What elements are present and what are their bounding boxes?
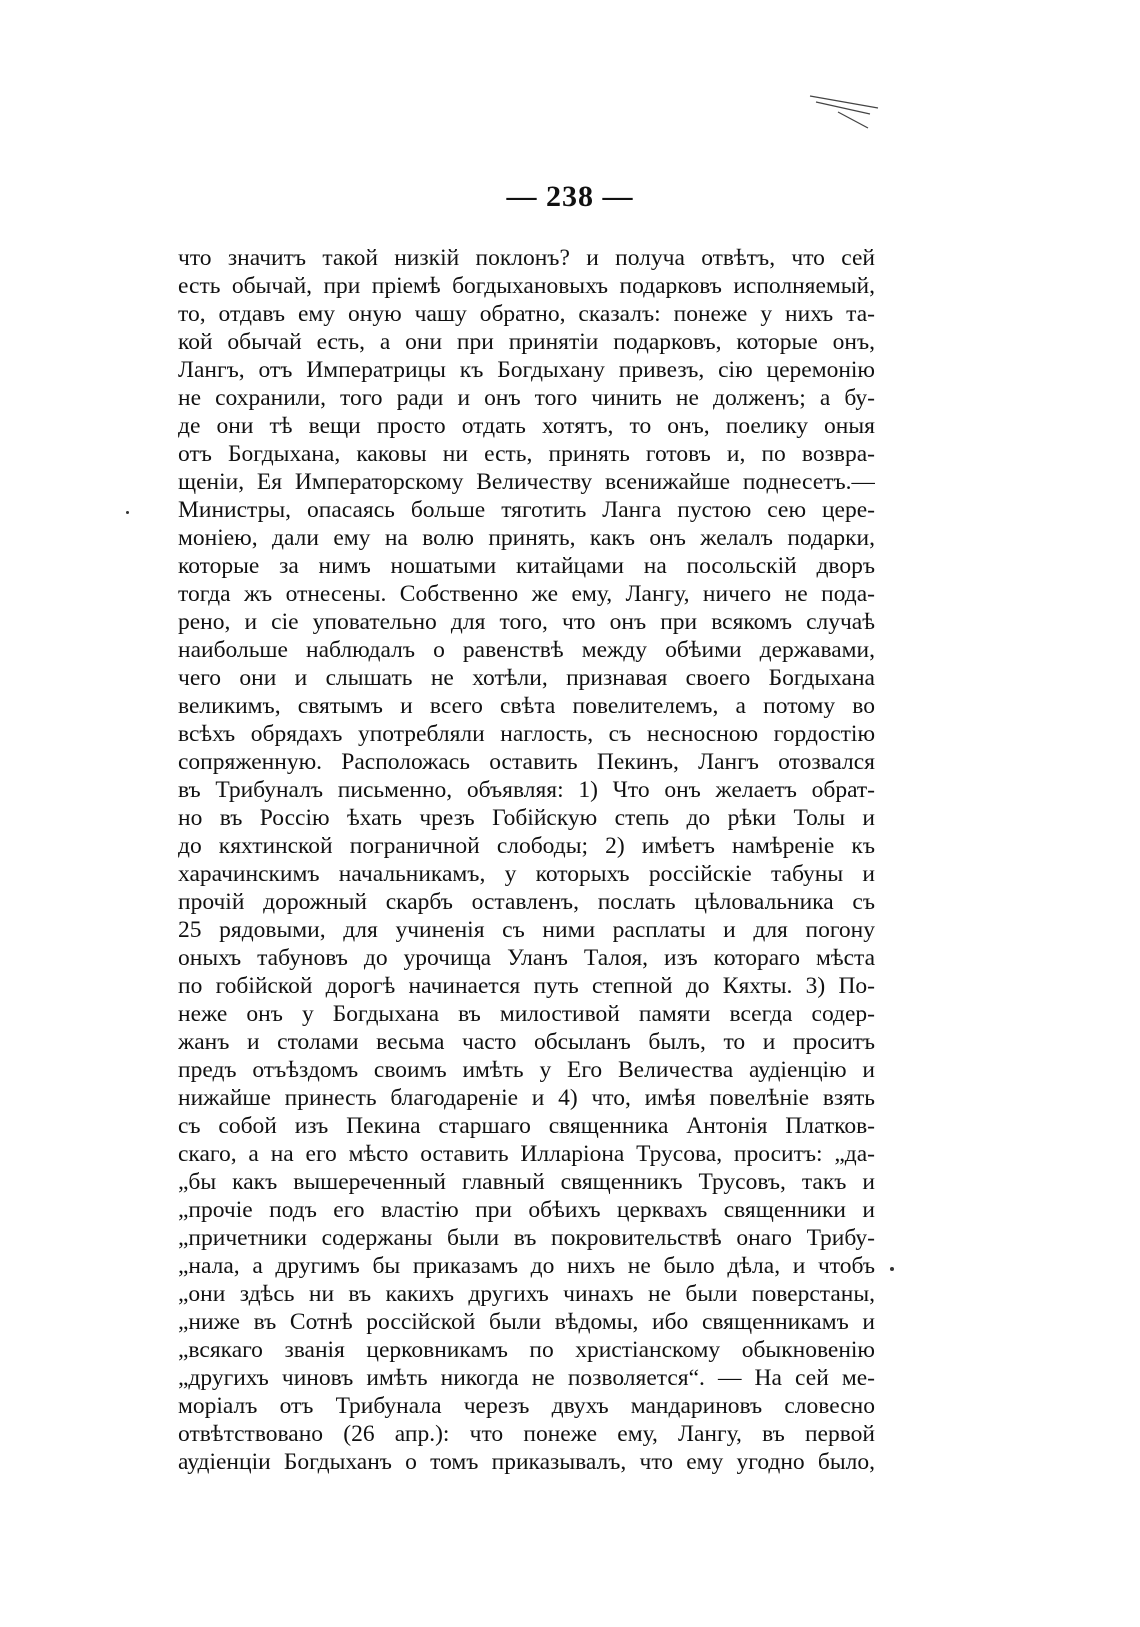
text-line: по гобійской дорогѣ начинается путь степной до Кяхты. 3) По- [178,973,875,999]
text-line: оныхъ табуновъ до урочища Уланъ Талоя, изъ котораго мѣста [178,945,875,971]
text-line: аудіенціи Богдыханъ о томъ приказывалъ, что ему угодно было, [178,1449,875,1475]
text-line: Лангъ, отъ Императрицы къ Богдыхану привезъ, сію церемонію [178,357,875,383]
text-line: до кяхтинской пограничной слободы; 2) имѣетъ намѣреніе къ [178,833,875,859]
text-line: но въ Россію ѣхать чрезъ Гобійскую степь до рѣки Толы и [178,805,875,831]
text-line: великимъ, святымъ и всего свѣта повелителемъ, а потому во [178,693,875,719]
text-line: „они здѣсь ни въ какихъ другихъ чинахъ не были поверстаны, [178,1281,875,1307]
text-line: харачинскимъ начальникамъ, у которыхъ россійскіе табуны и [178,861,875,887]
page-number: — 238 — [506,180,634,213]
text-line: де они тѣ вещи просто отдать хотятъ, то онъ, поелику оныя [178,413,875,439]
text-line: всѣхъ обрядахъ употребляли наглость, съ несносною гордостію [178,721,875,747]
text-line: „другихъ чиновъ имѣть никогда не позволяется“. — На сей ме- [178,1365,875,1391]
text-line: скаго, а на его мѣсто оставить Илларіона Трусова, проситъ: „да- [178,1141,875,1167]
text-line: кой обычай есть, а они при принятіи подарковъ, которые онъ, [178,329,875,355]
text-line: моніею, дали ему на волю принять, какъ онъ желалъ подарки, [178,525,875,551]
text-line: предъ отъѣздомъ своимъ имѣть у Его Величества аудіенцію и [178,1057,875,1083]
text-line: „нала, а другимъ бы приказамъ до нихъ не было дѣла, и чтобъ [178,1253,875,1279]
text-line: сопряженную. Расположась оставить Пекинъ, Лангъ отозвался [178,749,875,775]
text-line: прочій дорожный скарбъ оставленъ, послать цѣловальника съ [178,889,875,915]
text-line: „ниже въ Сотнѣ россійской были вѣдомы, ибо священникамъ и [178,1309,875,1335]
body-text [178,244,875,1476]
text-line: то, отдавъ ему оную чашу обратно, сказалъ: понеже у нихъ та- [178,301,875,327]
scan-speck [890,1267,894,1271]
text-line: рено, и сіе уповательно для того, что онъ при всякомъ случаѣ [178,609,875,635]
text-line: „причетники содержаны были въ покровительствѣ онаго Трибу- [178,1225,875,1251]
pencil-marks [808,92,888,132]
text-line: наибольше наблюдалъ о равенствѣ между обѣими державами, [178,637,875,663]
text-line: отвѣтствовано (26 апр.): что понеже ему, Лангу, въ первой [178,1421,875,1447]
text-line: „бы какъ вышереченный главный священникъ Трусовъ, такъ и [178,1169,875,1195]
text-line: тогда жъ отнесены. Собственно же ему, Лангу, ничего не пода- [178,581,875,607]
text-line: моріалъ отъ Трибунала черезъ двухъ мандариновъ словесно [178,1393,875,1419]
text-line: съ собой изъ Пекина старшаго священника Антонія Платков- [178,1113,875,1139]
text-line: жанъ и столами весьма часто обсыланъ былъ, то и проситъ [178,1029,875,1055]
text-line: въ Трибуналъ письменно, объявляя: 1) Что онъ желаетъ обрат- [178,777,875,803]
text-line: что значитъ такой низкій поклонъ? и получа отвѣтъ, что сей [178,245,875,271]
text-line: „прочіе подъ его властію при обѣихъ церквахъ священники и [178,1197,875,1223]
text-line: 25 рядовыми, для учиненія съ ними расплаты и для погону [178,917,875,943]
text-line: Министры, опасаясь больше тяготить Ланга пустою сею цере- [178,497,875,523]
text-line: отъ Богдыхана, каковы ни есть, принять готовъ и, по возвра- [178,441,875,467]
text-line: щеніи, Ея Императорскому Величеству всенижайше поднесетъ.— [178,469,875,495]
text-line: не сохранили, того ради и онъ того чинить не долженъ; а бу- [178,385,875,411]
text-line: неже онъ у Богдыхана въ милостивой памяти всегда содер- [178,1001,875,1027]
text-line: „всякаго званія церковникамъ по христіанскому обыкновенію [178,1337,875,1363]
scan-speck [126,511,129,514]
text-line: нижайше принесть благодареніе и 4) что, имѣя повелѣніе взять [178,1085,875,1111]
text-line: есть обычай, при пріемѣ богдыхановыхъ подарковъ исполняемый, [178,273,875,299]
text-line: чего они и слышать не хотѣли, признавая своего Богдыхана [178,665,875,691]
text-line: которые за нимъ ношатыми китайцами на посольскій дворъ [178,553,875,579]
